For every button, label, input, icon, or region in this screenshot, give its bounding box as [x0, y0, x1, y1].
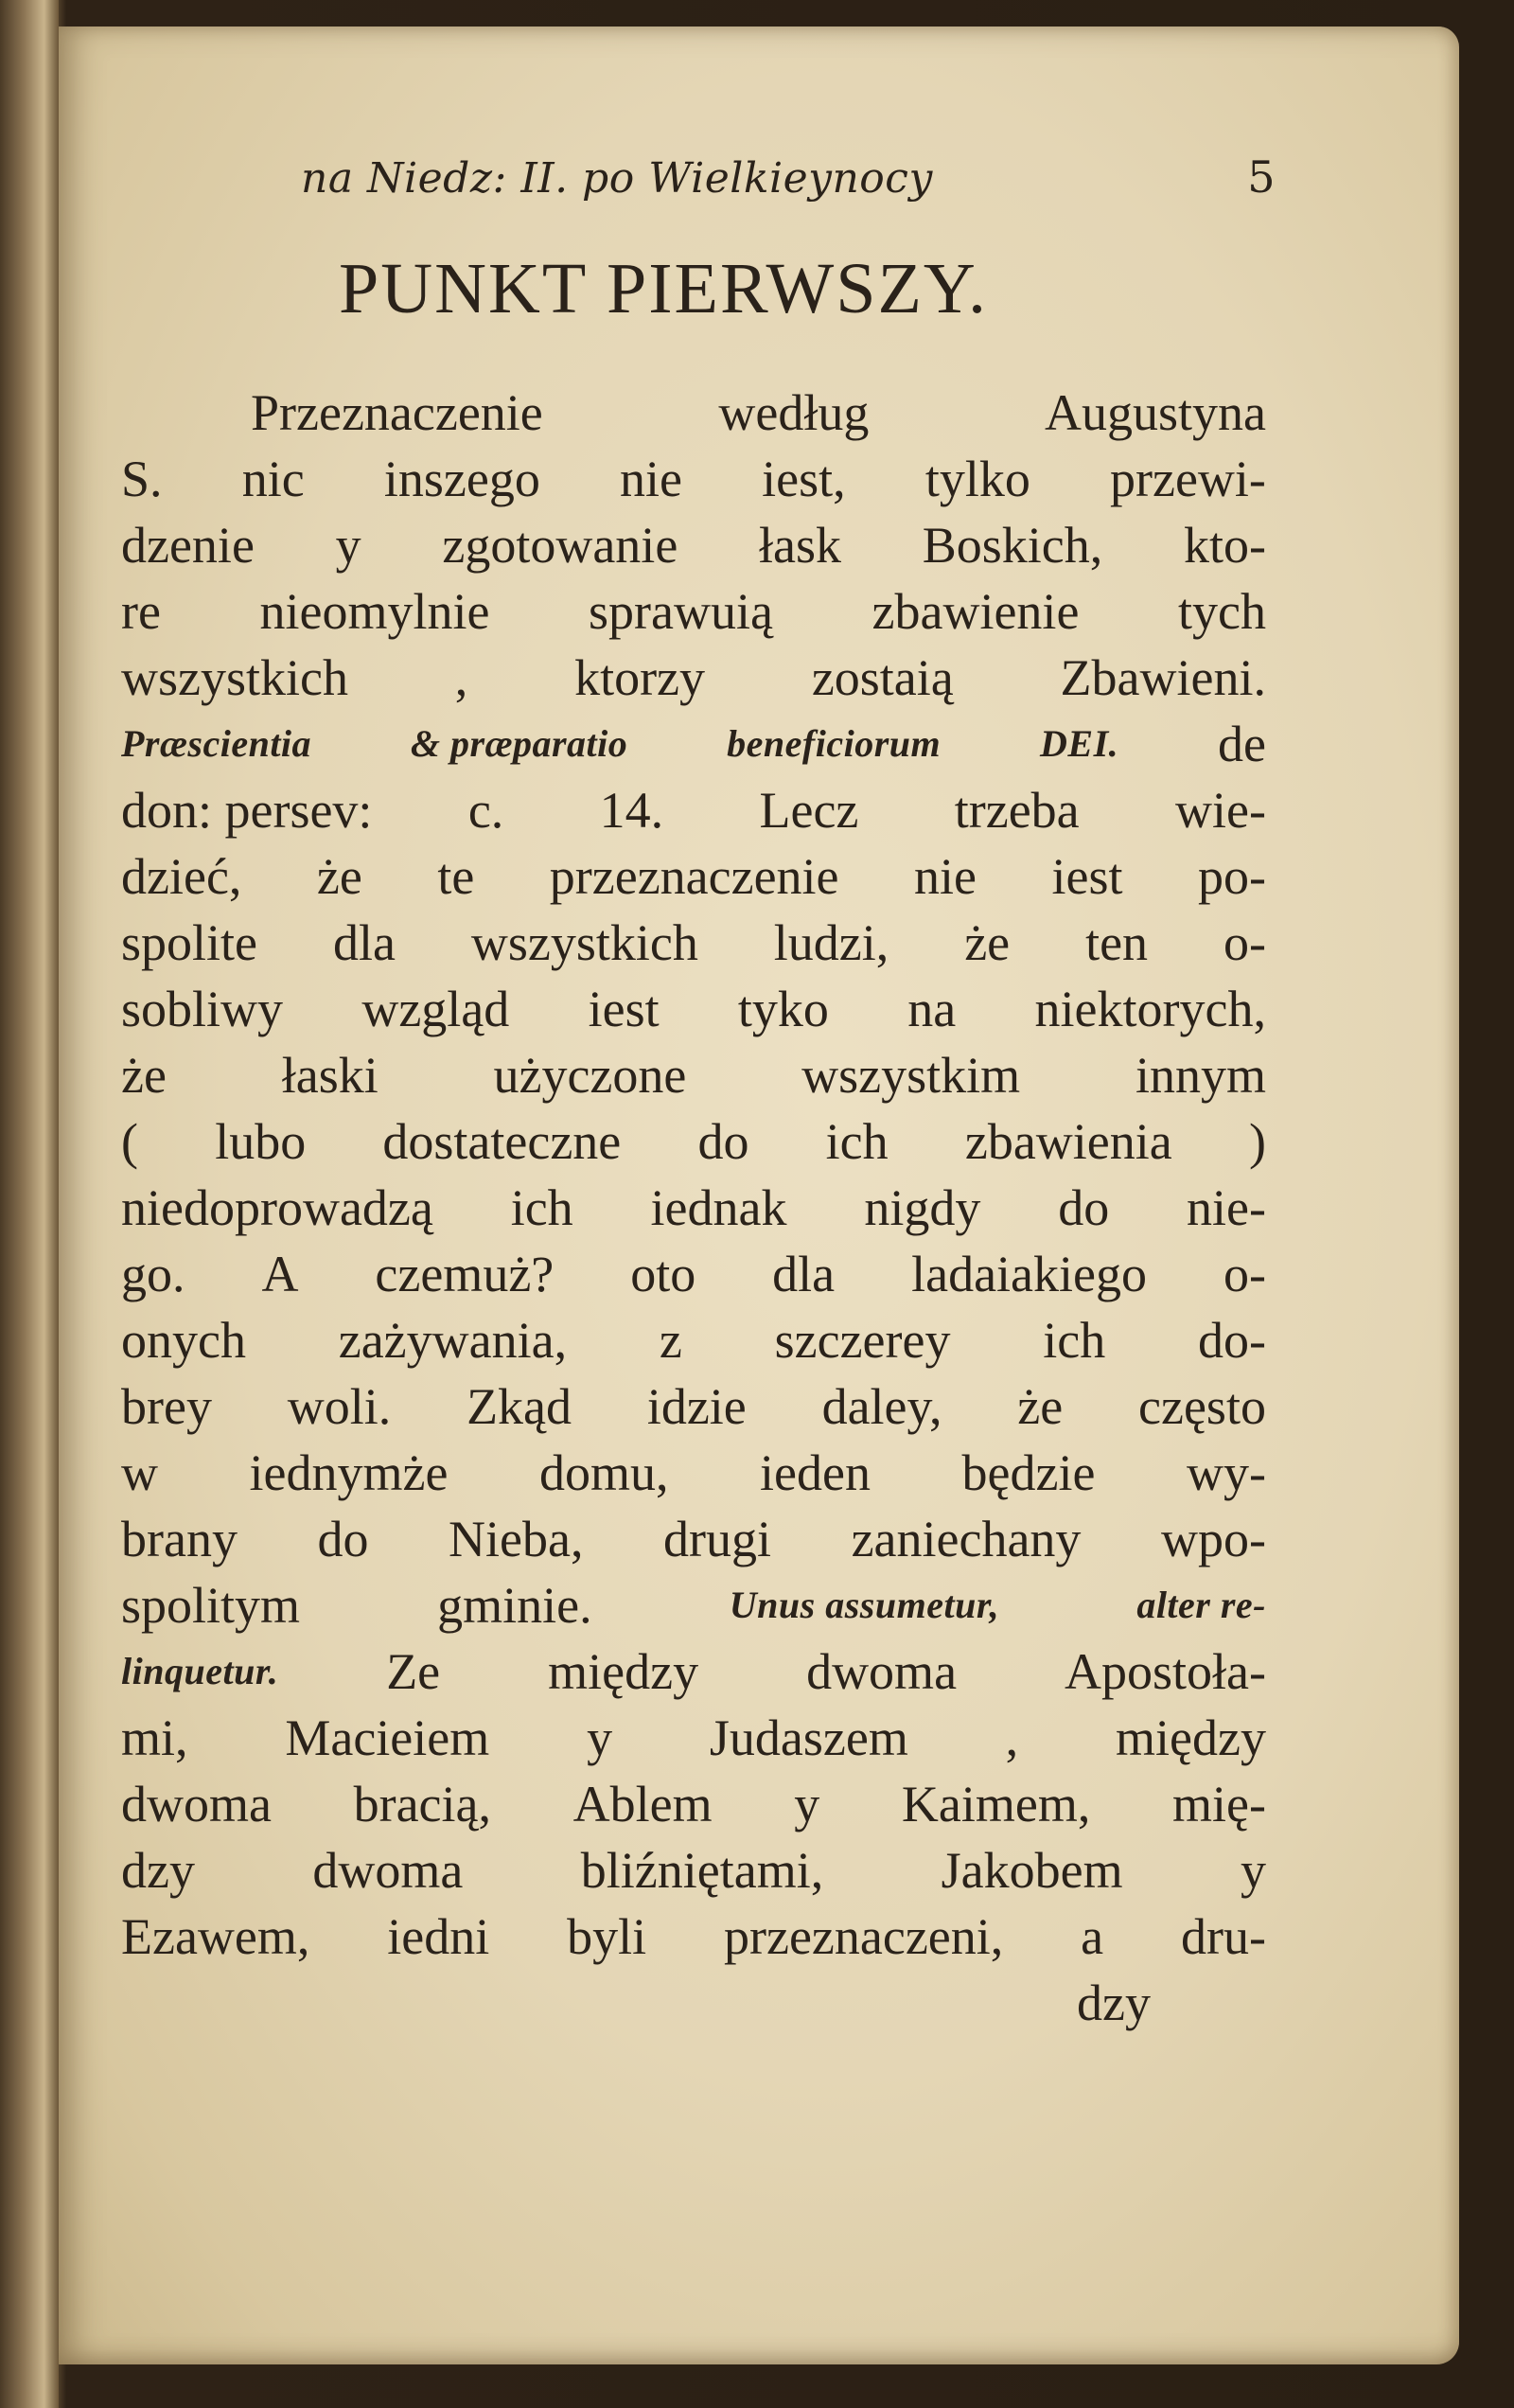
- word: innym: [1135, 1047, 1266, 1104]
- text-line: [121, 1771, 1266, 1837]
- word: woli.: [287, 1378, 392, 1435]
- word: do: [1058, 1179, 1110, 1236]
- text-line: [121, 1373, 1266, 1440]
- word: między: [548, 1643, 699, 1700]
- word: go.: [121, 1246, 185, 1302]
- word: między: [1116, 1709, 1266, 1766]
- word: c.: [467, 782, 504, 839]
- word: ten: [1085, 914, 1149, 971]
- word: dwoma: [121, 1776, 272, 1833]
- word: de: [1218, 716, 1266, 772]
- word: re: [121, 583, 161, 640]
- word: Zkąd: [467, 1378, 572, 1435]
- word: bliźniętami,: [580, 1842, 824, 1899]
- running-header: [301, 151, 1285, 203]
- word: kto-: [1184, 517, 1266, 574]
- word: nigdy: [864, 1179, 981, 1236]
- word: inszego: [383, 451, 540, 507]
- word: ludzi,: [773, 914, 889, 971]
- word: nic: [241, 451, 305, 507]
- word: przewi-: [1110, 451, 1266, 507]
- text-line: [121, 1572, 1266, 1638]
- word: mi,: [121, 1709, 188, 1766]
- word: dzieć,: [121, 848, 242, 905]
- word: szczerey: [774, 1312, 951, 1369]
- word: (: [121, 1113, 138, 1170]
- word: brany: [121, 1511, 238, 1567]
- word: Unus assumetur,: [729, 1584, 1000, 1626]
- page-content: [121, 151, 1276, 2036]
- word: dwoma: [312, 1842, 464, 1899]
- word: drugi: [663, 1511, 772, 1567]
- word: S.: [121, 451, 163, 507]
- word: Jakobem: [941, 1842, 1123, 1899]
- word: o-: [1223, 914, 1266, 971]
- word: zgotowanie: [442, 517, 678, 574]
- word: y: [335, 517, 361, 574]
- word: sobliwy: [121, 981, 284, 1037]
- text-line: [121, 1108, 1266, 1175]
- word: przeznaczeni,: [724, 1908, 1004, 1965]
- word: nie-: [1187, 1179, 1266, 1236]
- word: alter re-: [1136, 1584, 1266, 1626]
- text-line: [121, 1506, 1266, 1572]
- word: y: [794, 1776, 820, 1833]
- word: ktorzy: [574, 649, 706, 706]
- word: tych: [1177, 583, 1266, 640]
- word: dla: [332, 914, 396, 971]
- word: zbawienia: [964, 1113, 1172, 1170]
- word: zbawienie: [871, 583, 1080, 640]
- running-title: na Niedz: II. po Wielkieynocy: [301, 154, 933, 203]
- word: że: [964, 914, 1011, 971]
- word: beneficiorum: [727, 722, 942, 765]
- word: ): [1248, 1113, 1266, 1170]
- word: ich: [1043, 1312, 1106, 1369]
- word: po-: [1197, 848, 1266, 905]
- text-line: [121, 512, 1266, 578]
- word: wszystkim: [801, 1047, 1021, 1104]
- text-line: [121, 976, 1266, 1042]
- word: tyko: [737, 981, 829, 1037]
- word: idzie: [646, 1378, 747, 1435]
- word: gminie.: [437, 1577, 592, 1634]
- word: wszystkich: [470, 914, 698, 971]
- word: oto: [630, 1246, 696, 1302]
- word: ,: [1005, 1709, 1019, 1766]
- word: iednak: [650, 1179, 787, 1236]
- word: Apostoła-: [1065, 1643, 1266, 1700]
- word: łask: [759, 517, 842, 574]
- word: a: [1081, 1908, 1104, 1965]
- word: Judaszem: [709, 1709, 908, 1766]
- section-title: PUNKT PIERWSZY.: [339, 249, 988, 328]
- word: wpo-: [1160, 1511, 1266, 1567]
- word: niektorych,: [1034, 981, 1266, 1037]
- word: iednymże: [249, 1444, 449, 1501]
- word: zostaią: [811, 649, 954, 706]
- word: nieomylnie: [259, 583, 490, 640]
- word: iest: [588, 981, 660, 1037]
- text-line: [121, 777, 1266, 843]
- word: wzgląd: [361, 981, 510, 1037]
- word: z: [659, 1312, 682, 1369]
- word: Præscientia: [121, 722, 312, 765]
- word: w: [121, 1444, 158, 1501]
- word: przeznaczenie: [549, 848, 839, 905]
- word: do: [317, 1511, 369, 1567]
- text-line: [121, 1241, 1266, 1307]
- word: Lecz: [759, 782, 859, 839]
- text-line: [121, 1837, 1266, 1903]
- word: dzenie: [121, 517, 255, 574]
- word: byli: [567, 1908, 647, 1965]
- text-line: [121, 1440, 1266, 1506]
- word: Augustyna: [1045, 384, 1266, 441]
- word: nie: [914, 848, 977, 905]
- word: ladaiakiego: [911, 1246, 1147, 1302]
- word: Przeznaczenie: [251, 384, 543, 441]
- word: do-: [1198, 1312, 1266, 1369]
- text-line: [121, 1175, 1266, 1241]
- body-text: [121, 380, 1266, 1970]
- word: będzie: [961, 1444, 1096, 1501]
- word: wie-: [1175, 782, 1266, 839]
- text-line: [121, 446, 1266, 512]
- word: onych: [121, 1312, 246, 1369]
- word: o-: [1223, 1246, 1266, 1302]
- word: iedni: [387, 1908, 490, 1965]
- word: Boskich,: [922, 517, 1103, 574]
- word: iest,: [762, 451, 846, 507]
- text-line: [121, 380, 1266, 446]
- page-number: 5: [1247, 151, 1276, 203]
- word: według: [718, 384, 870, 441]
- word: trzeba: [954, 782, 1080, 839]
- word: nie: [620, 451, 682, 507]
- word: DEI.: [1040, 722, 1119, 765]
- word: dzy: [121, 1842, 195, 1899]
- text-line: [121, 1042, 1266, 1108]
- word: tylko: [924, 451, 1030, 507]
- word: Kaimem,: [901, 1776, 1091, 1833]
- word: na: [907, 981, 957, 1037]
- word: iest: [1051, 848, 1123, 905]
- word: zażywania,: [338, 1312, 568, 1369]
- word: y: [587, 1709, 613, 1766]
- word: Nieba,: [449, 1511, 584, 1567]
- word: do: [697, 1113, 749, 1170]
- catchword: dzy: [1077, 1974, 1151, 2031]
- word: ieden: [760, 1444, 871, 1501]
- word: dwoma: [806, 1643, 958, 1700]
- text-line: [121, 1705, 1266, 1771]
- word: don: persev:: [121, 782, 373, 839]
- word: zaniechany: [851, 1511, 1082, 1567]
- text-line: [121, 711, 1266, 777]
- word: ,: [454, 649, 468, 706]
- word: & præparatio: [410, 722, 628, 765]
- word: Macieiem: [285, 1709, 490, 1766]
- word: wy-: [1186, 1444, 1266, 1501]
- word: Ezawem,: [121, 1908, 310, 1965]
- word: że: [121, 1047, 167, 1104]
- word: lubo: [215, 1113, 307, 1170]
- word: spolitym: [121, 1577, 301, 1634]
- word: użyczone: [493, 1047, 687, 1104]
- word: Zbawieni.: [1060, 649, 1266, 706]
- word: że: [1017, 1378, 1064, 1435]
- word: często: [1138, 1378, 1266, 1435]
- word: y: [1241, 1842, 1266, 1899]
- word: dru-: [1181, 1908, 1266, 1965]
- word: Ablem: [572, 1776, 713, 1833]
- text-line: [121, 910, 1266, 976]
- word: A: [261, 1246, 299, 1302]
- text-line: [121, 1903, 1266, 1970]
- word: mię-: [1172, 1776, 1266, 1833]
- previous-page-edge: [0, 0, 59, 2408]
- word: niedoprowadzą: [121, 1179, 433, 1236]
- text-line: [121, 1638, 1266, 1705]
- word: sprawuią: [589, 583, 773, 640]
- word: te: [437, 848, 475, 905]
- word: Ze: [386, 1643, 441, 1700]
- word: daley,: [821, 1378, 942, 1435]
- word: dostateczne: [382, 1113, 622, 1170]
- word: domu,: [538, 1444, 669, 1501]
- word: ich: [510, 1179, 573, 1236]
- word: ich: [825, 1113, 889, 1170]
- text-line: [121, 578, 1266, 645]
- word: linquetur.: [121, 1650, 279, 1692]
- word: że: [316, 848, 362, 905]
- text-line: [121, 843, 1266, 910]
- word: łaski: [281, 1047, 378, 1104]
- word: czemuż?: [375, 1246, 555, 1302]
- word: wszystkich: [121, 649, 348, 706]
- text-line: [121, 1307, 1266, 1373]
- word: bracią,: [353, 1776, 491, 1833]
- word: 14.: [599, 782, 664, 839]
- word: dla: [772, 1246, 836, 1302]
- word: brey: [121, 1378, 212, 1435]
- word: spolite: [121, 914, 257, 971]
- text-line: [121, 645, 1266, 711]
